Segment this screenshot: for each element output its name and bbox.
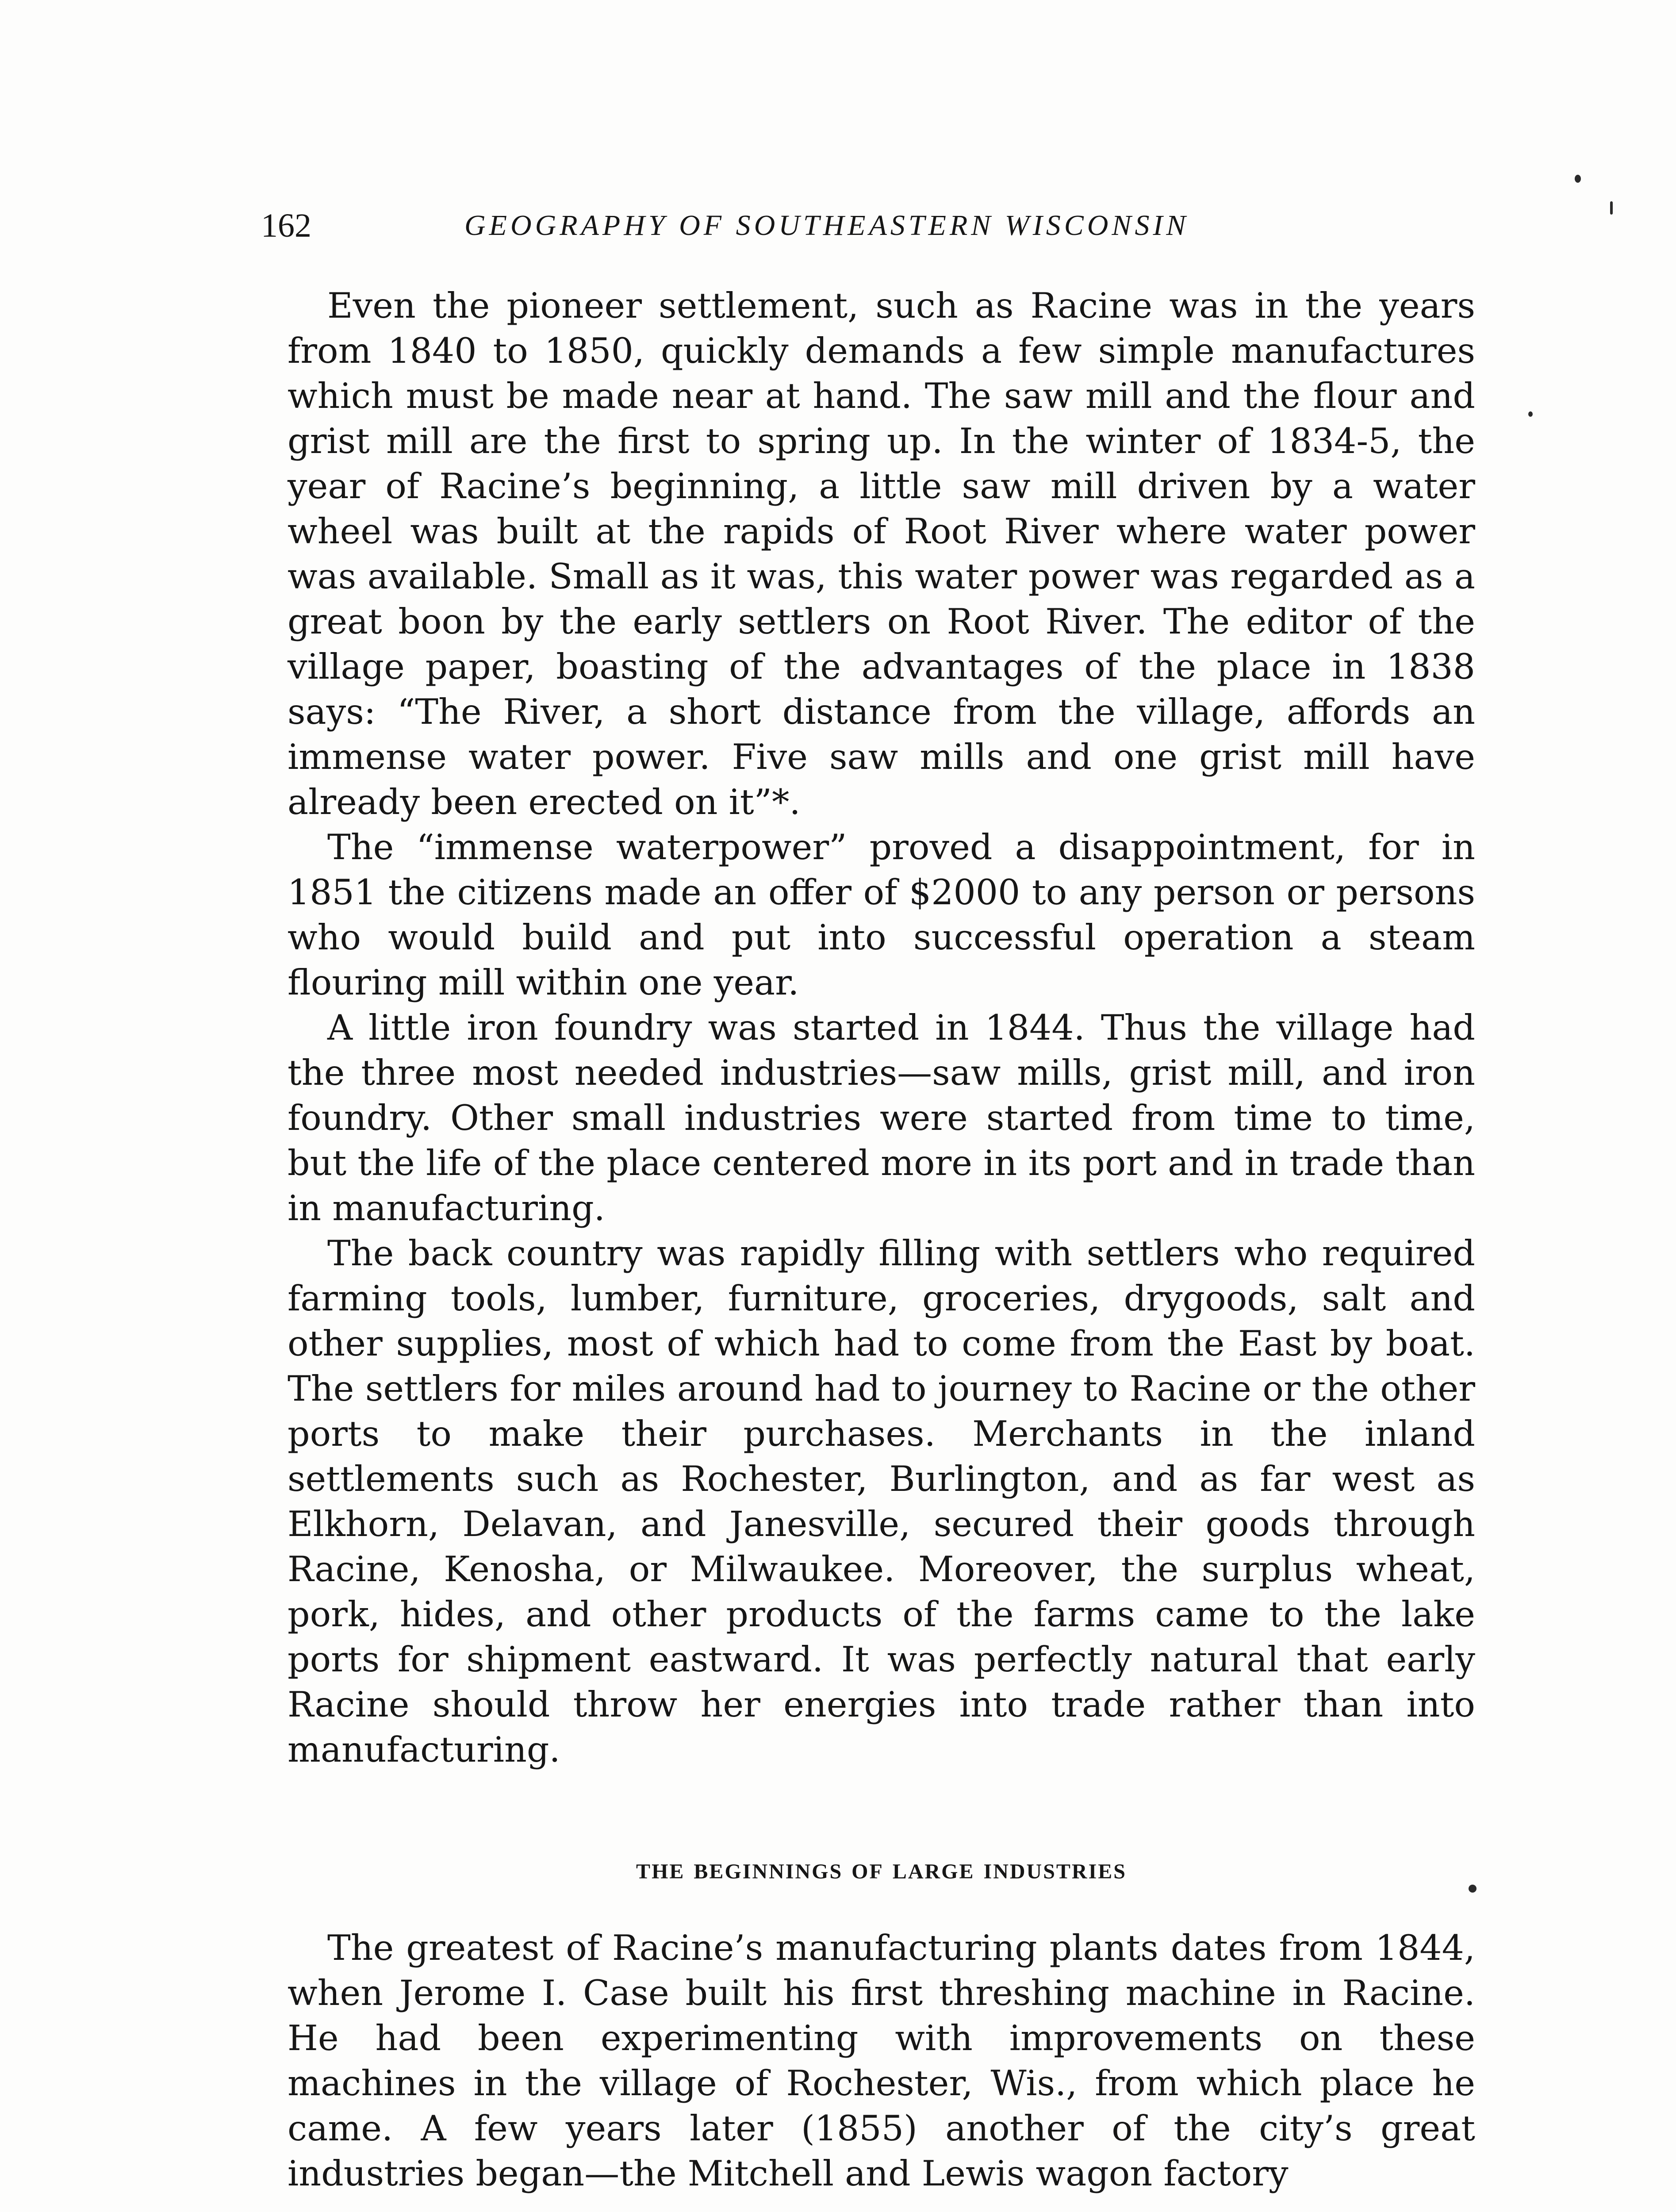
page-number: 162 xyxy=(261,207,311,244)
scan-speck xyxy=(1469,1885,1477,1893)
scan-speck xyxy=(1575,175,1581,183)
paragraph-case-threshing-machine: The greatest of Racine’s manufacturing plants dates from 1844, when Jerome I. Case built his first threshing machine in Racine. He had been experimenting with improvements on these machines in the village of Rochester, Wis., from which place he came. A few years later (1855) another of the city’s great industries began—the Mitchell and Lewis wagon factory xyxy=(288,1928,1475,2194)
section-heading xyxy=(288,1848,1475,1888)
paragraph-back-country-trade: The back country was rapidly filling with settlers who required farming tools, lumber, furniture, groceries, drygoods, salt and other supplies, most of which had to come from the East by boat. The settlers for miles around had to journey to Racine or the other ports to make their purchases. Merchants in the inland settlements such as Rochester, Burlington, and as far west as Elkhorn, Delavan, and Janesville, secured their goods through Racine, Kenosha, or Milwaukee. Moreover, the surplus wheat, pork, hides, and other products of the farms came to the lake ports for shipment eastward. It was perfectly natural that early Racine should throw her energies into trade rather than into manufacturing. xyxy=(288,1233,1475,1770)
running-title: GEOGRAPHY OF SOUTHEASTERN WISCONSIN xyxy=(464,209,1189,242)
running-head xyxy=(261,201,1500,250)
paragraph-waterpower: The “immense waterpower” proved a disappointment, for in 1851 the citizens made an offer of $2000 to any person or persons who would build and put into successful operation a steam flouring mill within one year. xyxy=(288,827,1475,1003)
scan-speck xyxy=(1528,411,1533,417)
section-heading-text: the beginnings of large industries xyxy=(636,1851,1127,1885)
paragraph-iron-foundry: A little iron foundry was started in 1844. Thus the village had the three most needed industries—saw mills, grist mill, and iron foundry. Other small industries were started from time to time, but the life of the place centered more in its port and in trade than in manufacturing. xyxy=(288,1007,1475,1229)
scan-speck xyxy=(1610,201,1613,215)
body-text xyxy=(288,283,1475,2196)
paragraph-pioneer-mills: Even the pioneer settlement, such as Racine was in the years from 1840 to 1850, quickly demands a few simple manufactures which must be made near at hand. The saw mill and the flour and grist mill are the first to spring up. In the winter of 1834-5, the year of Racine’s beginning, a little saw mill driven by a water wheel was built at the rapids of Root River where water power was available. Small as it was, this water power was regarded as a great boon by the early settlers on Root River. The editor of the village paper, boasting of the advantages of the place in 1838 says: “The River, a short distance from the village, affords an immense water power. Five saw mills and one grist mill have already been erected on it”*. xyxy=(288,285,1475,822)
